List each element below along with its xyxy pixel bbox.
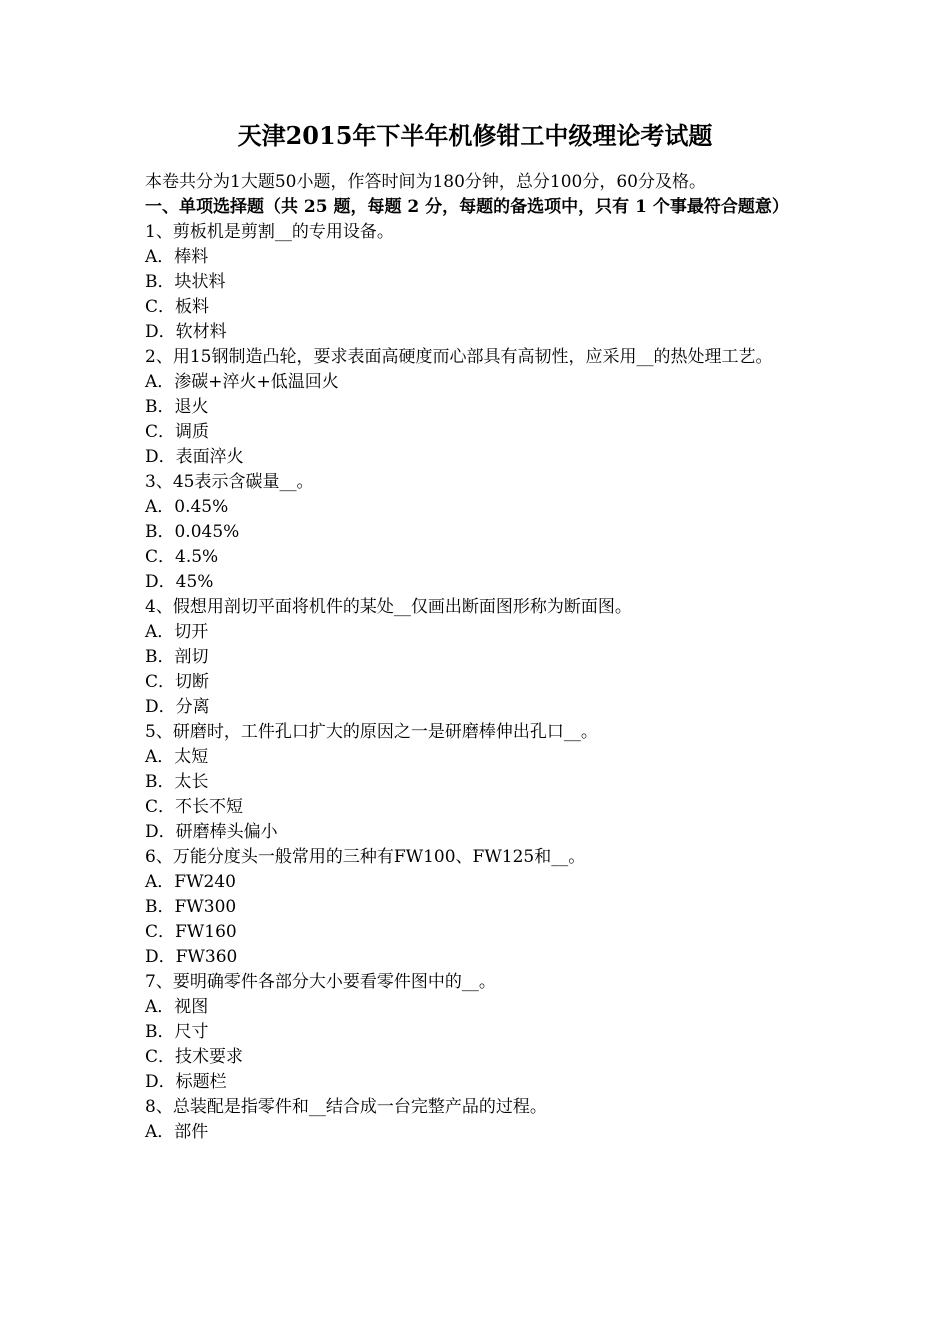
exam-intro: 本卷共分为1大题50小题，作答时间为180分钟，总分100分，60分及格。 (145, 172, 706, 192)
question-stem: 3、45表示含碳量__。 (145, 472, 314, 492)
question-1 (145, 220, 810, 345)
option-d: D．研磨棒头偏小 (145, 822, 278, 842)
option-c: C．切断 (145, 672, 210, 692)
option-c: C．调质 (145, 422, 210, 442)
option-c: C．4.5% (145, 547, 219, 567)
question-3 (145, 470, 810, 595)
question-stem: 4、假想用剖切平面将机件的某处__仅画出断面图形称为断面图。 (145, 597, 632, 617)
option-b: B．尺寸 (145, 1022, 209, 1042)
option-d: D．FW360 (145, 947, 238, 967)
option-c: C．板料 (145, 297, 210, 317)
question-stem: 5、研磨时，工件孔口扩大的原因之一是研磨棒伸出孔口__。 (145, 722, 598, 742)
question-stem: 1、剪板机是剪割__的专用设备。 (145, 222, 394, 242)
question-5 (145, 720, 810, 845)
option-b: B．FW300 (145, 897, 237, 917)
question-stem: 7、要明确零件各部分大小要看零件图中的__。 (145, 972, 496, 992)
option-b: B．太长 (145, 772, 209, 792)
option-c: C．技术要求 (145, 1047, 244, 1067)
section-heading: 一、单项选择题（共 25 题，每题 2 分，每题的备选项中，只有 1 个事最符合题意） (145, 197, 789, 217)
question-stem: 6、万能分度头一般常用的三种有FW100、FW125和__。 (145, 847, 586, 867)
option-c: C．FW160 (145, 922, 237, 942)
question-stem: 8、总装配是指零件和__结合成一台完整产品的过程。 (145, 1097, 547, 1117)
option-a: A．渗碳+淬火+低温回火 (145, 372, 339, 392)
option-b: B．0.045% (145, 522, 240, 542)
page-title: 天津2015年下半年机修钳工中级理论考试题 (237, 121, 713, 150)
question-8 (145, 1095, 810, 1145)
option-a: A．棒料 (145, 247, 209, 267)
question-stem: 2、用15钢制造凸轮，要求表面高硬度而心部具有高韧性，应采用__的热处理工艺。 (145, 347, 773, 367)
option-d: D．表面淬火 (145, 447, 244, 467)
question-4 (145, 595, 810, 720)
option-a: A．FW240 (145, 872, 236, 892)
option-b: B．块状料 (145, 272, 226, 292)
exam-content (145, 170, 810, 1145)
option-d: D．软材料 (145, 322, 227, 342)
option-d: D．标题栏 (145, 1072, 227, 1092)
option-a: A．切开 (145, 622, 209, 642)
option-a: A．视图 (145, 997, 209, 1017)
option-b: B．剖切 (145, 647, 209, 667)
option-a: A．太短 (145, 747, 209, 767)
question-6 (145, 845, 810, 970)
option-d: D．45% (145, 572, 214, 592)
option-c: C．不长不短 (145, 797, 244, 817)
option-d: D．分离 (145, 697, 210, 717)
option-b: B．退火 (145, 397, 209, 417)
option-a: A．部件 (145, 1122, 209, 1142)
question-2 (145, 345, 810, 470)
question-7 (145, 970, 810, 1095)
option-a: A．0.45% (145, 497, 229, 517)
